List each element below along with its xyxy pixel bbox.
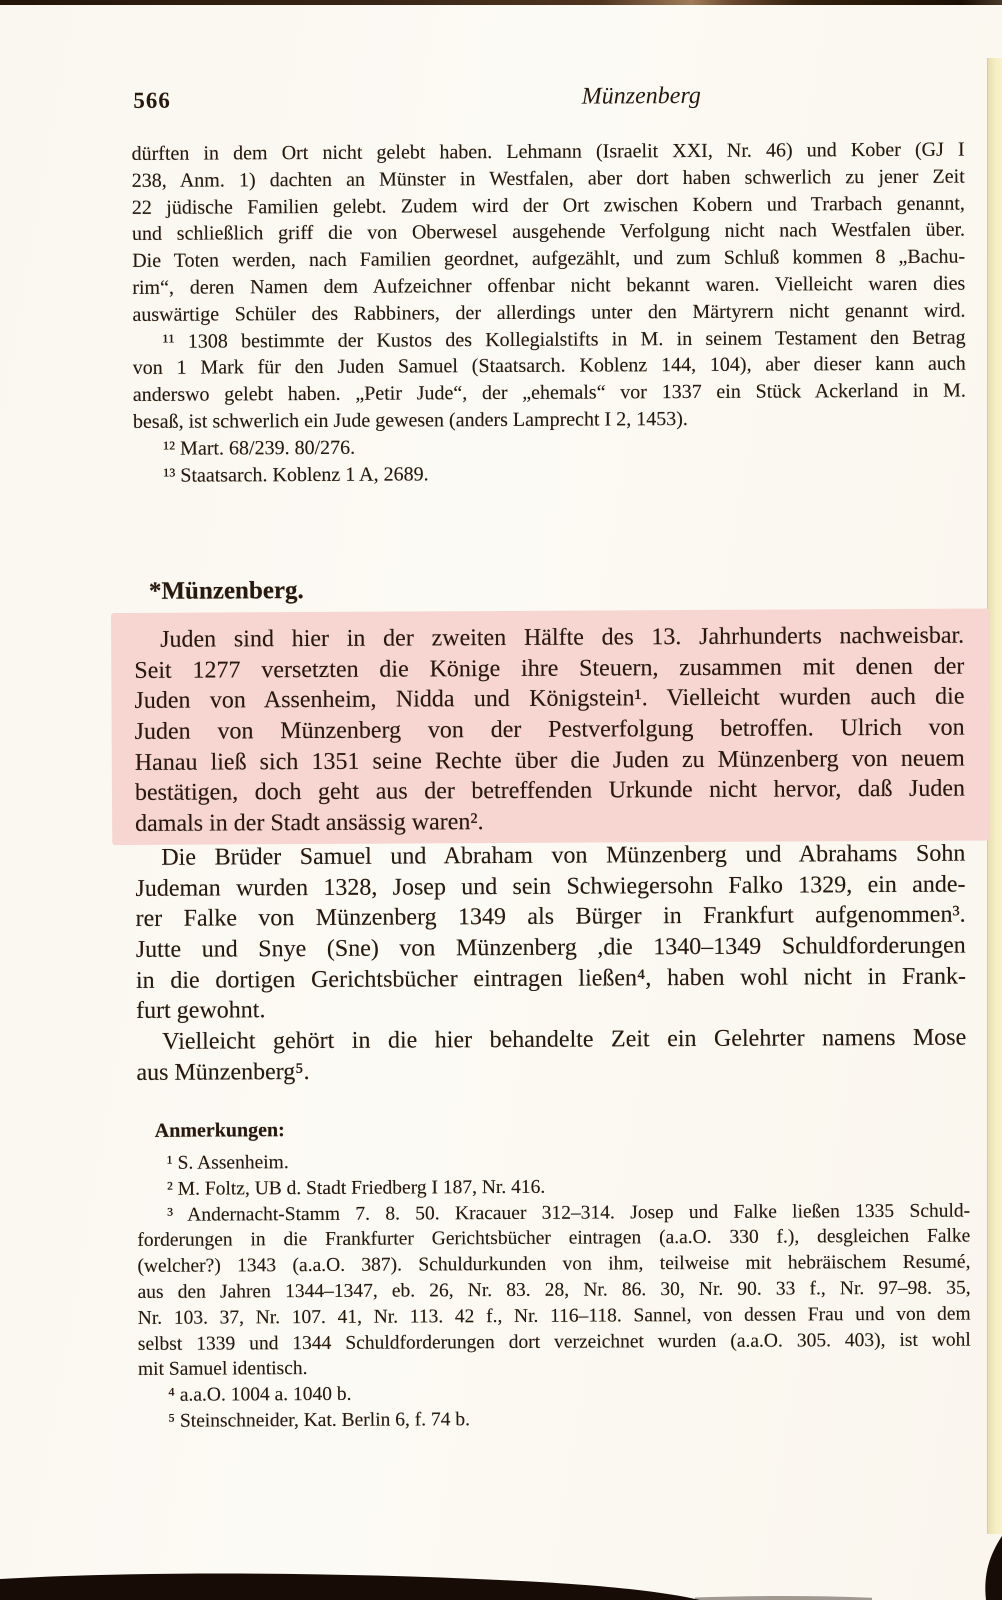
footnote-block-previous-entry bbox=[132, 137, 967, 490]
text-line: Juden sind hier in der zweiten Hälfte des 13. Jahrhunderts nachweisbar. bbox=[160, 622, 965, 653]
text-line-note-1: ¹ S. Assenheim. bbox=[166, 1152, 289, 1174]
text-line: von 1 Mark für den Juden Samuel (Staatsarch. Koblenz 144, 104), aber dieser kann auch bbox=[132, 352, 966, 380]
text-line: mit Samuel identisch. bbox=[137, 1358, 308, 1381]
text-line: dürften in dem Ort nicht gelebt haben. Lehmann (Israelit XXI, Nr. 46) und Kober (GJ I bbox=[131, 138, 965, 165]
running-title: Münzenberg bbox=[581, 82, 701, 110]
text-line-footnote-13: ¹³ Staatsarch. Koblenz 1 A, 2689. bbox=[163, 462, 429, 487]
text-line: besaß, ist schwerlich ein Jude gewesen (anders Lamprecht I 2, 1453). bbox=[132, 407, 688, 433]
text-line: rer Falke von Münzenberg 1349 als Bürger in Frankfurt aufgenommen³. bbox=[135, 901, 966, 933]
text-line: Hanau ließ sich 1351 seine Rechte über die Juden zu Münzenberg von neuem bbox=[134, 745, 965, 776]
entry-heading: *Münzenberg. bbox=[148, 577, 304, 605]
page-bottom-shadow bbox=[0, 1530, 1002, 1600]
page-number: 566 bbox=[133, 87, 171, 113]
text-line-footnote-11: ¹¹ 1308 bestimmte der Kustos des Kollegialstifts in M. in seinem Testament den Betrag bbox=[162, 326, 966, 353]
text-line: anderswo gelebt haben. „Petir Jude“, der „ehemals“ vor 1337 ein Stück Ackerland in M. bbox=[132, 379, 966, 407]
text-line: Juden von Assenheim, Nidda und Königstein¹. Vielleicht wurden auch die bbox=[134, 683, 965, 715]
text-line: aus Münzenberg⁵. bbox=[136, 1058, 310, 1086]
text-line: aus den Jahren 1344–1347, eb. 26, Nr. 83. 28, Nr. 86. 30, Nr. 90. 33 f., Nr. 97–98. 35, bbox=[137, 1277, 971, 1303]
text-line: in die dortigen Gerichtsbücher eintragen ließen⁴, haben wohl nicht in Frank- bbox=[135, 963, 966, 994]
text-line: rim“, deren Namen dem Aufzeichner offenbar nicht bekannt waren. Vielleicht waren dies bbox=[132, 272, 966, 299]
text-line-footnote-12: ¹² Mart. 68/239. 80/276. bbox=[163, 436, 356, 460]
text-line: bestätigen, doch geht aus der betreffenden Urkunde nicht hervor, daß Juden bbox=[134, 776, 966, 807]
text-line: 238, Anm. 1) dachten an Münster in Westfalen, aber dort haben schwerlich zu jener Zeit bbox=[131, 165, 965, 192]
text-line: 22 jüdische Familien gelebt. Zudem wird der Ort zwischen Kobern und Trarbach genannt, bbox=[131, 192, 965, 219]
text-line: furt gewohnt. bbox=[136, 997, 266, 1025]
text-line: Nr. 103. 37, Nr. 107. 41, Nr. 113. 42 f., Nr. 116–118. Sannel, von dessen Frau und von dem bbox=[137, 1303, 971, 1329]
text-line: Juden von Münzenberg von der Pestverfolgung betroffen. Ulrich von bbox=[134, 714, 965, 745]
text-line-note-4: ⁴ a.a.O. 1004 a. 1040 b. bbox=[168, 1383, 352, 1406]
text-line: damals in der Stadt ansässig waren². bbox=[135, 809, 484, 838]
text-line: und schließlich griff die von Oberwesel ausgehende Verfolgung nicht nach Westfalen über. bbox=[131, 218, 966, 246]
text-line: selbst 1339 und 1344 Schuldforderungen dort verzeichnet wurden (a.a.O. 305. 403), ist wohl bbox=[137, 1329, 971, 1355]
text-line: forderungen in die Frankfurter Gerichtsbücher eintragen (a.a.O. 330 f.), desgleichen Falke bbox=[137, 1225, 971, 1252]
text-line-note-5: ⁵ Steinschneider, Kat. Berlin 6, f. 74 b. bbox=[168, 1409, 471, 1432]
text-line: Die Brüder Samuel und Abraham von Münzenberg und Abrahams Sohn bbox=[161, 840, 966, 871]
text-line: auswärtige Schüler des Rabbiners, der allerdings unter den Märtyrern nicht genannt wird. bbox=[132, 299, 966, 326]
annotations-block bbox=[137, 1147, 971, 1435]
text-line: (welcher?) 1343 (a.a.O. 387). Schuldurkunden von ihm, teilweise mit hebräischem Resumé, bbox=[137, 1251, 971, 1278]
text-line: Seit 1277 versetzten die Könige ihre Steuern, zusammen mit denen der bbox=[134, 653, 965, 684]
paragraph-gelehrter bbox=[136, 1023, 966, 1089]
text-line: Jutte und Snye (Sne) von Münzenberg ,die 1340–1349 Schuldforderungen bbox=[135, 932, 966, 963]
paragraph-frankfurt bbox=[135, 839, 966, 1027]
text-line-note-3: ³ Andernacht-Stamm 7. 8. 50. Kracauer 312–314. Josep und Falke ließen 1335 Schuld- bbox=[167, 1200, 971, 1226]
text-line: Judeman wurden 1328, Josep und sein Schwiegersohn Falko 1329, ein ande- bbox=[135, 871, 966, 902]
text-line: Die Toten werden, nach Familien geordnet, aufgezählt, und zum Schluß kommen 8 „Bachu- bbox=[132, 245, 966, 273]
text-line-note-2: ² M. Foltz, UB d. Stadt Friedberg I 187, Nr. 416. bbox=[166, 1176, 546, 1200]
text-line: Vielleicht gehört in die hier behandelte Zeit ein Gelehrter namens Mose bbox=[162, 1024, 967, 1055]
annotations-heading: Anmerkungen: bbox=[154, 1119, 285, 1142]
highlighted-paragraph bbox=[134, 621, 965, 840]
